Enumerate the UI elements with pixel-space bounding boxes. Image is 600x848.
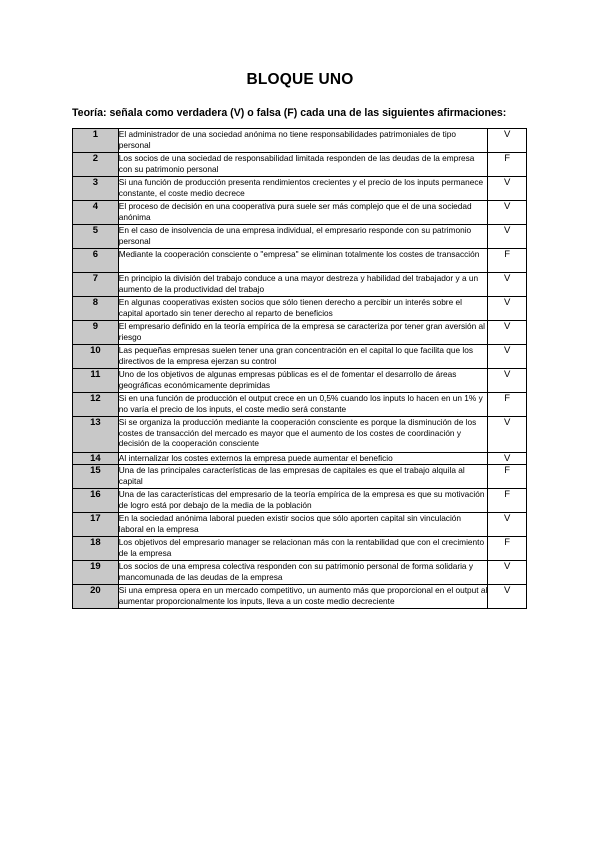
table-row	[73, 561, 527, 585]
table-row	[73, 177, 527, 201]
statement-text: El proceso de decisión en una cooperativa pura suele ser más complejo que el de una sociedad anónima	[118, 201, 488, 225]
statement-number: 1	[73, 129, 119, 153]
statement-text: Mediante la cooperación consciente o "empresa" se eliminan totalmente los costes de transacción	[118, 249, 488, 273]
statement-answer: V	[488, 561, 527, 585]
page-title: BLOQUE UNO	[246, 71, 354, 88]
table-row	[73, 225, 527, 249]
table-row	[73, 489, 527, 513]
statement-number: 14	[73, 453, 119, 465]
statement-answer: V	[488, 201, 527, 225]
statement-text: Al internalizar los costes externos la empresa puede aumentar el beneficio	[118, 453, 488, 465]
table-row	[73, 465, 527, 489]
table-row	[73, 153, 527, 177]
statement-text: En algunas cooperativas existen socios que sólo tienen derecho a percibir un interés sobre el capital aportado sin tener derecho al reparto de beneficios	[118, 297, 488, 321]
statement-number: 12	[73, 393, 119, 417]
statement-text: Una de las principales características de las empresas de capitales es que el trabajo alquila al capital	[118, 465, 488, 489]
statement-number: 4	[73, 201, 119, 225]
statement-answer: F	[488, 153, 527, 177]
statement-number: 10	[73, 345, 119, 369]
statement-answer: F	[488, 393, 527, 417]
table-row	[73, 201, 527, 225]
statement-text: Si una función de producción presenta rendimientos crecientes y el precio de los inputs permanece constante, el coste medio decrece	[118, 177, 488, 201]
table-row	[73, 417, 527, 453]
statement-answer: V	[488, 321, 527, 345]
statement-answer: F	[488, 537, 527, 561]
statement-number: 13	[73, 417, 119, 453]
table-row	[73, 129, 527, 153]
statement-answer: V	[488, 345, 527, 369]
statement-answer: F	[488, 489, 527, 513]
statement-number: 18	[73, 537, 119, 561]
statement-text: Una de las características del empresario de la teoría empírica de la empresa es que su motivación de logro está por debajo de la media de la población	[118, 489, 488, 513]
statement-answer: V	[488, 417, 527, 453]
statements-table-body	[73, 129, 527, 609]
table-row	[73, 585, 527, 609]
statement-number: 20	[73, 585, 119, 609]
statement-number: 19	[73, 561, 119, 585]
table-row	[73, 537, 527, 561]
statement-text: En el caso de insolvencia de una empresa individual, el empresario responde con su patrimonio personal	[118, 225, 488, 249]
statement-text: El administrador de una sociedad anónima no tiene responsabilidades patrimoniales de tipo personal	[118, 129, 488, 153]
table-row	[73, 297, 527, 321]
statement-text: Las pequeñas empresas suelen tener una gran concentración en el capital lo que facilita que los directivos de la empresa ejerzan su control	[118, 345, 488, 369]
table-row	[73, 249, 527, 273]
statement-answer: V	[488, 369, 527, 393]
statement-number: 17	[73, 513, 119, 537]
statement-text: En principio la división del trabajo conduce a una mayor destreza y habilidad del trabajador y a un aumento de la productividad del trabajo	[118, 273, 488, 297]
statement-text: Si se organiza la producción mediante la cooperación consciente es porque la disminución de los costes de transacción del mercado es mayor que el aumento de los costes de coordinación y decisión de la cooperación consciente	[118, 417, 488, 453]
table-row	[73, 273, 527, 297]
statement-answer: V	[488, 453, 527, 465]
statement-number: 8	[73, 297, 119, 321]
statement-number: 15	[73, 465, 119, 489]
statement-number: 3	[73, 177, 119, 201]
statement-text: Los socios de una empresa colectiva responden con su patrimonio personal de forma solidaria y mancomunada de las deudas de la empresa	[118, 561, 488, 585]
statement-answer: V	[488, 273, 527, 297]
statement-text: Si una empresa opera en un mercado competitivo, un aumento más que proporcional en el output al aumentar proporcionalmente los inputs, lleva a un coste medio decreciente	[118, 585, 488, 609]
statement-number: 6	[73, 249, 119, 273]
statement-text: En la sociedad anónima laboral pueden existir socios que sólo aporten capital sin vinculación laboral en la empresa	[118, 513, 488, 537]
statement-answer: V	[488, 225, 527, 249]
statement-number: 11	[73, 369, 119, 393]
statement-answer: F	[488, 249, 527, 273]
statement-text: Uno de los objetivos de algunas empresas públicas es el de fomentar el desarrollo de áreas geográficas económicamente deprimidas	[118, 369, 488, 393]
table-row	[73, 393, 527, 417]
table-row	[73, 345, 527, 369]
table-row	[73, 369, 527, 393]
statement-answer: V	[488, 585, 527, 609]
statement-text: Los objetivos del empresario manager se relacionan más con la rentabilidad que con el crecimiento de la empresa	[118, 537, 488, 561]
statement-number: 9	[73, 321, 119, 345]
statement-answer: V	[488, 513, 527, 537]
table-row	[73, 321, 527, 345]
table-row	[73, 453, 527, 465]
statement-number: 2	[73, 153, 119, 177]
statement-number: 5	[73, 225, 119, 249]
statement-text: Los socios de una sociedad de responsabilidad limitada responden de las deudas de la empresa con su patrimonio personal	[118, 153, 488, 177]
statement-answer: V	[488, 177, 527, 201]
statement-number: 7	[73, 273, 119, 297]
table-row	[73, 513, 527, 537]
statements-table	[72, 128, 527, 609]
statement-text: Si en una función de producción el output crece en un 0,5% cuando los inputs lo hacen en un 1% y no varía el precio de los inputs, el coste medio será constante	[118, 393, 488, 417]
statement-text: El empresario definido en la teoría empírica de la empresa se caracteriza por tener gran aversión al riesgo	[118, 321, 488, 345]
statement-answer: F	[488, 465, 527, 489]
statement-answer: V	[488, 129, 527, 153]
statement-answer: V	[488, 297, 527, 321]
instructions-subtitle: Teoría: señala como verdadera (V) o falsa (F) cada una de las siguientes afirmaciones:	[72, 107, 507, 119]
statement-number: 16	[73, 489, 119, 513]
